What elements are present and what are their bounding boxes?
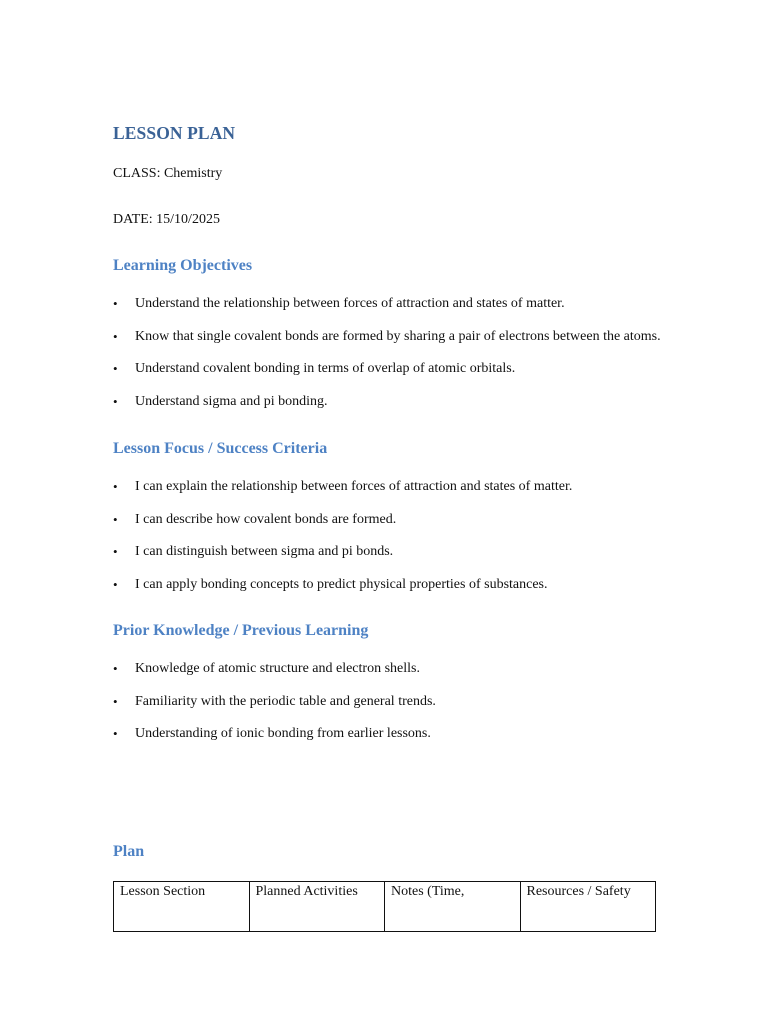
table-header-row — [114, 882, 656, 932]
list-item — [113, 577, 673, 610]
list-item-text: I can describe how covalent bonds are formed. — [135, 511, 397, 527]
bullet-icon: • — [113, 511, 118, 527]
list-item-text: Understand the relationship between forces of attraction and states of matter. — [135, 296, 565, 311]
success-criteria-list — [113, 479, 673, 610]
bullet-icon: • — [113, 394, 118, 410]
list-item-text: Know that single covalent bonds are formed by sharing a pair of electrons between the atoms. — [135, 328, 661, 344]
list-item — [113, 544, 673, 577]
plan-table — [113, 881, 656, 932]
list-item-text: Knowledge of atomic structure and electron shells. — [135, 661, 420, 676]
bullet-icon: • — [113, 544, 118, 560]
list-item-text: Understand covalent bonding in terms of overlap of atomic orbitals. — [135, 361, 516, 377]
list-item-text: Familiarity with the periodic table and general trends. — [135, 693, 436, 709]
list-item-text: I can explain the relationship between forces of attraction and states of matter. — [135, 479, 573, 494]
list-item — [113, 479, 673, 512]
bullet-icon: • — [113, 726, 118, 742]
list-item-text: Understanding of ionic bonding from earlier lessons. — [135, 726, 431, 742]
list-item — [113, 329, 673, 362]
bullet-icon: • — [113, 361, 118, 377]
success-criteria-heading: Lesson Focus / Success Criteria — [113, 440, 328, 457]
plan-heading: Plan — [113, 843, 145, 860]
list-item — [113, 661, 673, 694]
bullet-icon: • — [113, 296, 118, 311]
prior-knowledge-heading: Prior Knowledge / Previous Learning — [113, 622, 369, 639]
bullet-icon: • — [113, 577, 118, 593]
list-item — [113, 296, 673, 329]
table-header-cell: Notes (Time, — [385, 882, 521, 932]
bullet-icon: • — [113, 328, 118, 344]
prior-knowledge-list — [113, 661, 673, 759]
table-header-cell: Planned Activities — [249, 882, 385, 932]
table-header-cell: Resources / Safety — [520, 882, 656, 932]
learning-objectives-list — [113, 296, 673, 427]
list-item — [113, 512, 673, 545]
list-item-text: I can apply bonding concepts to predict physical properties of substances. — [135, 577, 548, 593]
document-title: LESSON PLAN — [113, 123, 236, 143]
learning-objectives-heading: Learning Objectives — [113, 257, 253, 274]
list-item — [113, 726, 673, 759]
class-line: CLASS: Chemistry — [113, 166, 223, 181]
table-header-cell: Lesson Section — [114, 882, 250, 932]
bullet-icon: • — [113, 479, 118, 494]
date-line: DATE: 15/10/2025 — [113, 212, 220, 227]
list-item-text: Understand sigma and pi bonding. — [135, 394, 328, 410]
bullet-icon: • — [113, 693, 118, 709]
list-item — [113, 694, 673, 727]
list-item — [113, 394, 673, 427]
bullet-icon: • — [113, 661, 118, 676]
list-item — [113, 361, 673, 394]
list-item-text: I can distinguish between sigma and pi bonds. — [135, 544, 394, 560]
